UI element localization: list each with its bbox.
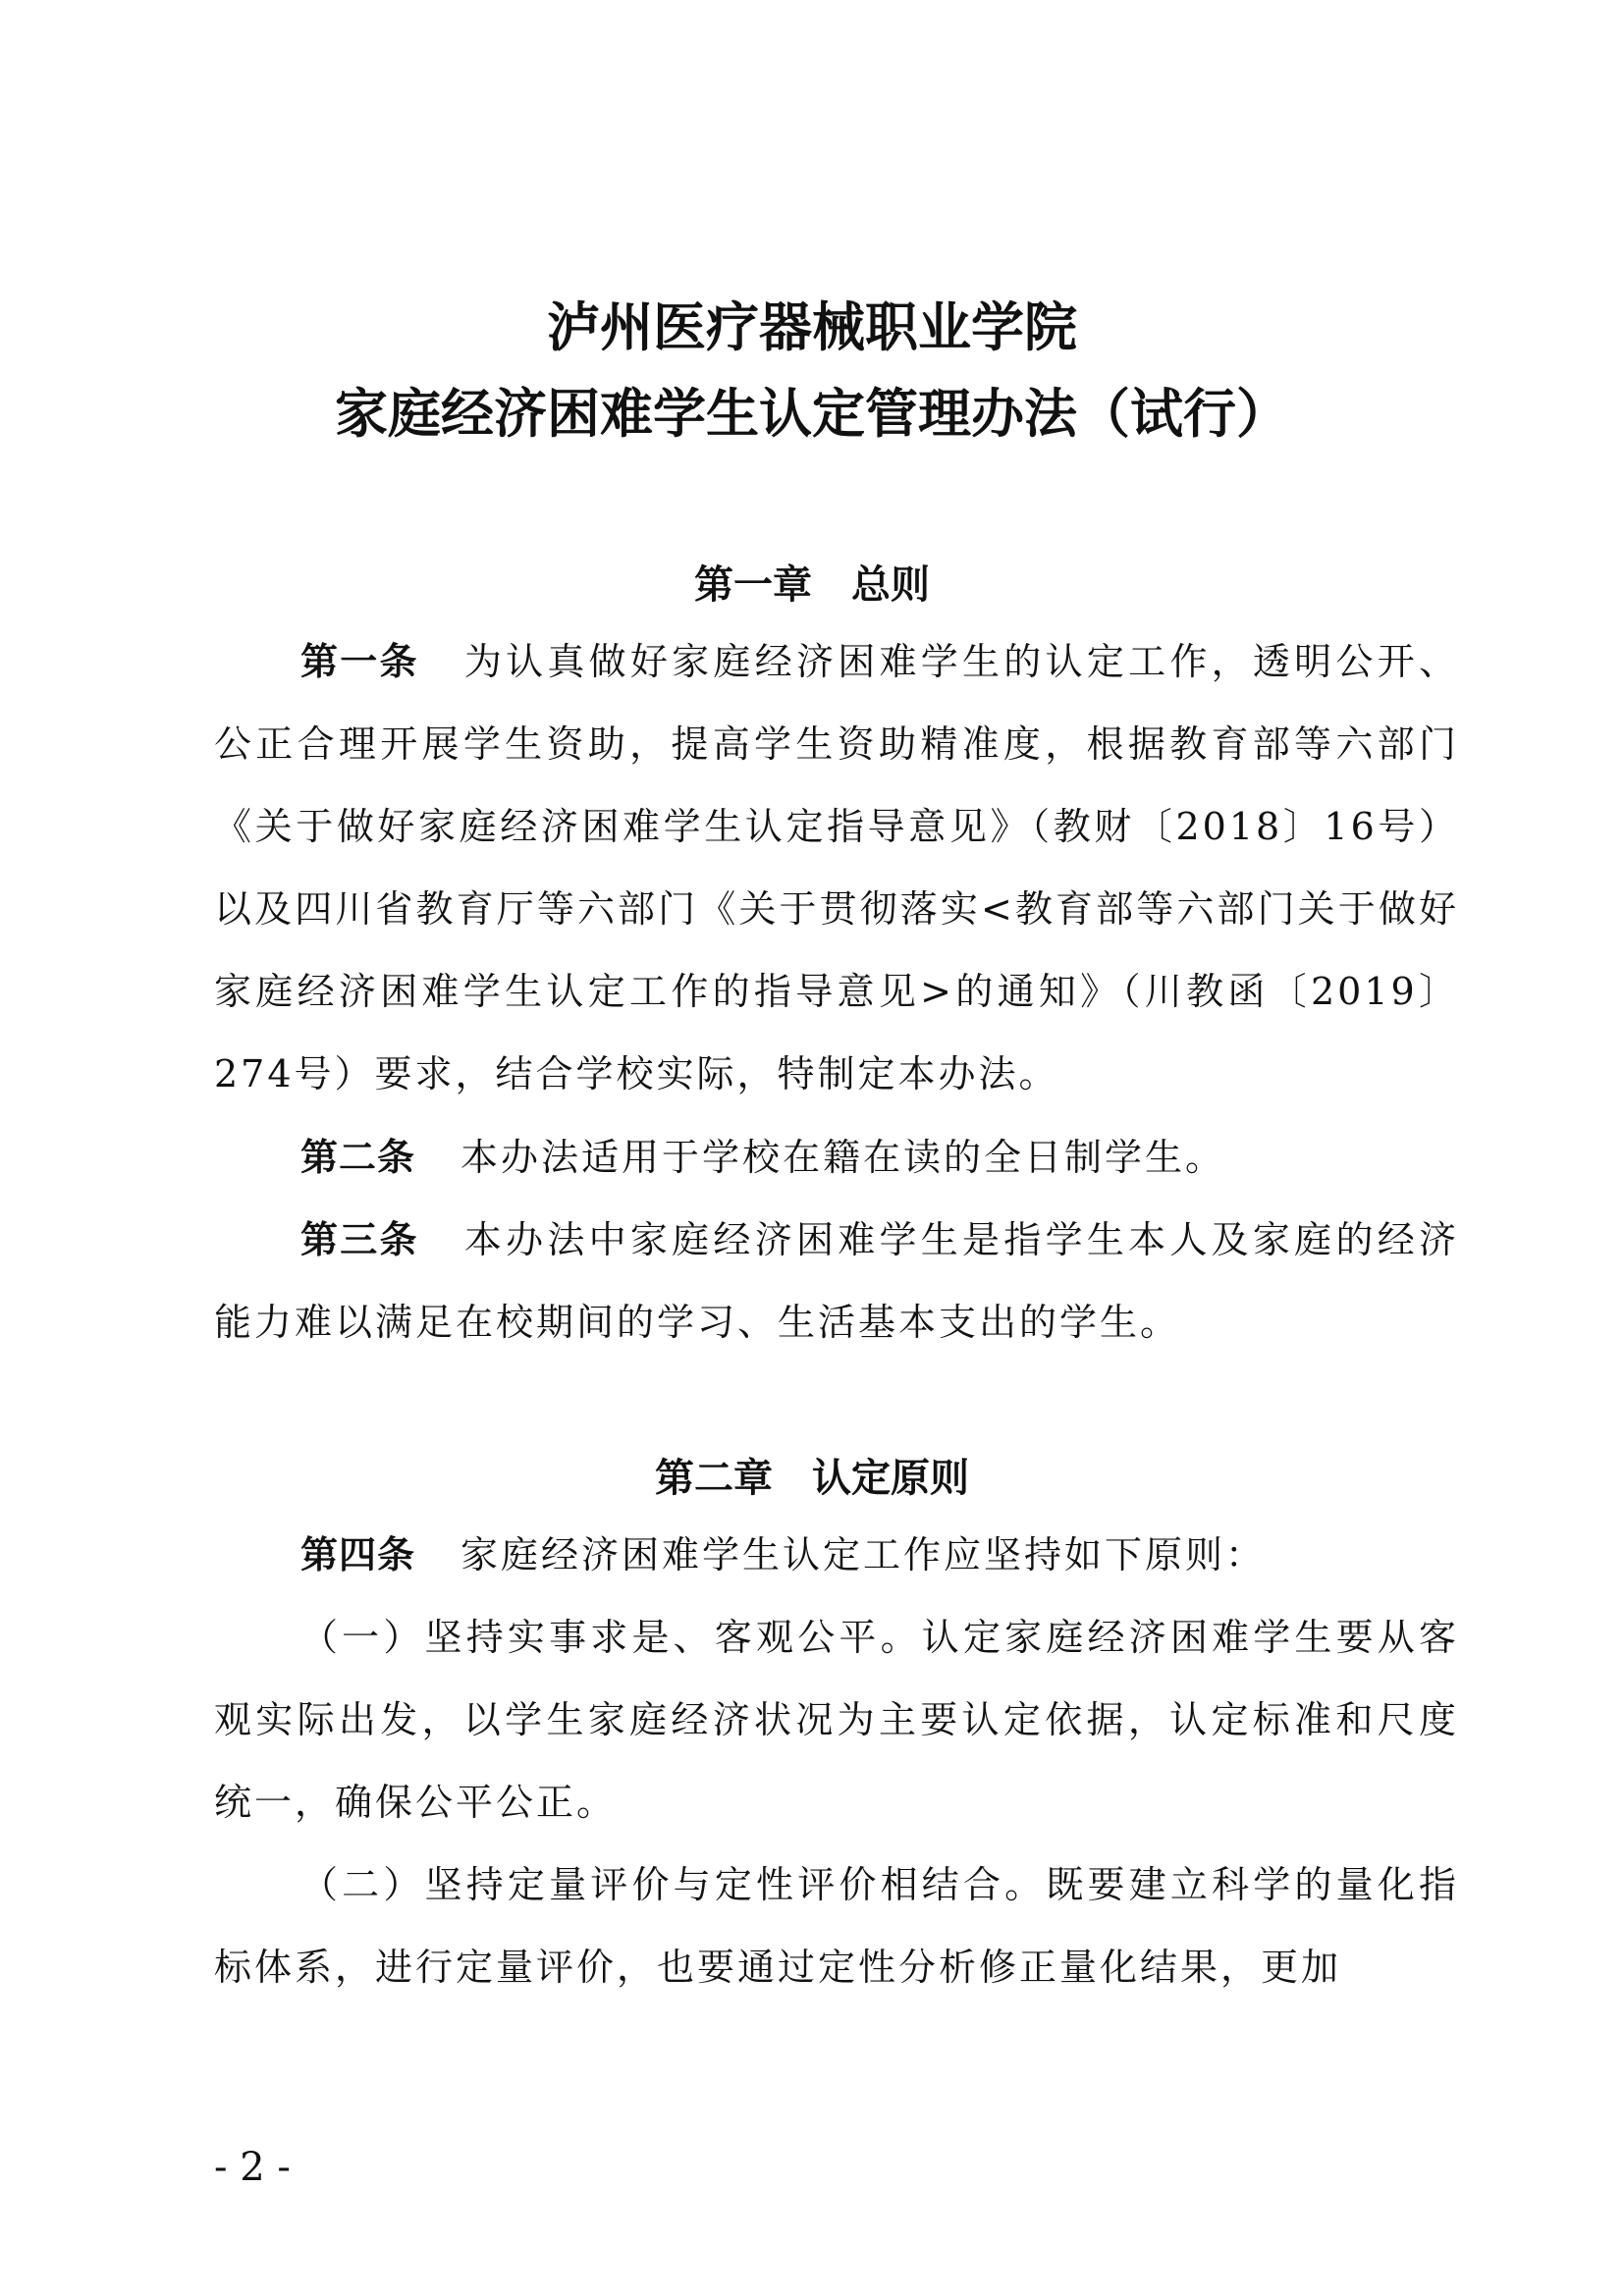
- article-label: 第四条: [300, 1533, 416, 1576]
- chapter-heading-2: [0, 1451, 1624, 1506]
- article-1: [214, 620, 1459, 1115]
- article-4: [214, 1514, 1459, 1596]
- article-label: 第三条: [300, 1218, 419, 1261]
- document-title-line1: 泸州医疗器械职业学院: [547, 296, 1077, 358]
- page-number: - 2 -: [214, 2145, 291, 2190]
- chapter-heading-1: [0, 558, 1624, 613]
- article-2: [214, 1116, 1459, 1199]
- article-label: 第二条: [300, 1136, 416, 1179]
- article-text: 为认真做好家庭经济困难学生的认定工作，透明公开、公正合理开展学生资助，提高学生资助精准度，根据教育部等六部门《关于做好家庭经济困难学生认定指导意见》（教财〔2018〕16号）以及四川省教育厅等六部门《关于贯彻落实<教育部等六部门关于做好家庭经济困难学生认定工作的指导意见>的通知》（川教函〔2019〕274号）要求，结合学校实际，特制定本办法。: [214, 640, 1459, 1095]
- principle-1: （一）坚持实事求是、客观公平。认定家庭经济困难学生要从客观实际出发，以学生家庭经济状况为主要认定依据，认定标准和尺度统一，确保公平公正。: [214, 1616, 1459, 1824]
- chapter-name: 认定原则: [812, 1456, 969, 1501]
- chapter-name: 总则: [851, 562, 930, 608]
- document-title-line2: 家庭经济困难学生认定管理办法（试行）: [335, 383, 1289, 445]
- article-text: 家庭经济困难学生认定工作应坚持如下原则：: [460, 1533, 1267, 1576]
- chapter-number: 第一章: [694, 562, 812, 608]
- principle-2: （二）坚持定量评价与定性评价相结合。既要建立科学的量化指标体系，进行定量评价，也要通过定性分析修正量化结果，更加: [214, 1863, 1459, 1989]
- article-label: 第一条: [300, 640, 419, 683]
- chapter-number: 第二章: [655, 1456, 773, 1501]
- article-text: 本办法中家庭经济困难学生是指学生本人及家庭的经济能力难以满足在校期间的学习、生活基本支出的学生。: [214, 1218, 1459, 1344]
- article-text: 本办法适用于学校在籍在读的全日制学生。: [460, 1136, 1226, 1179]
- article-3: [214, 1199, 1459, 1363]
